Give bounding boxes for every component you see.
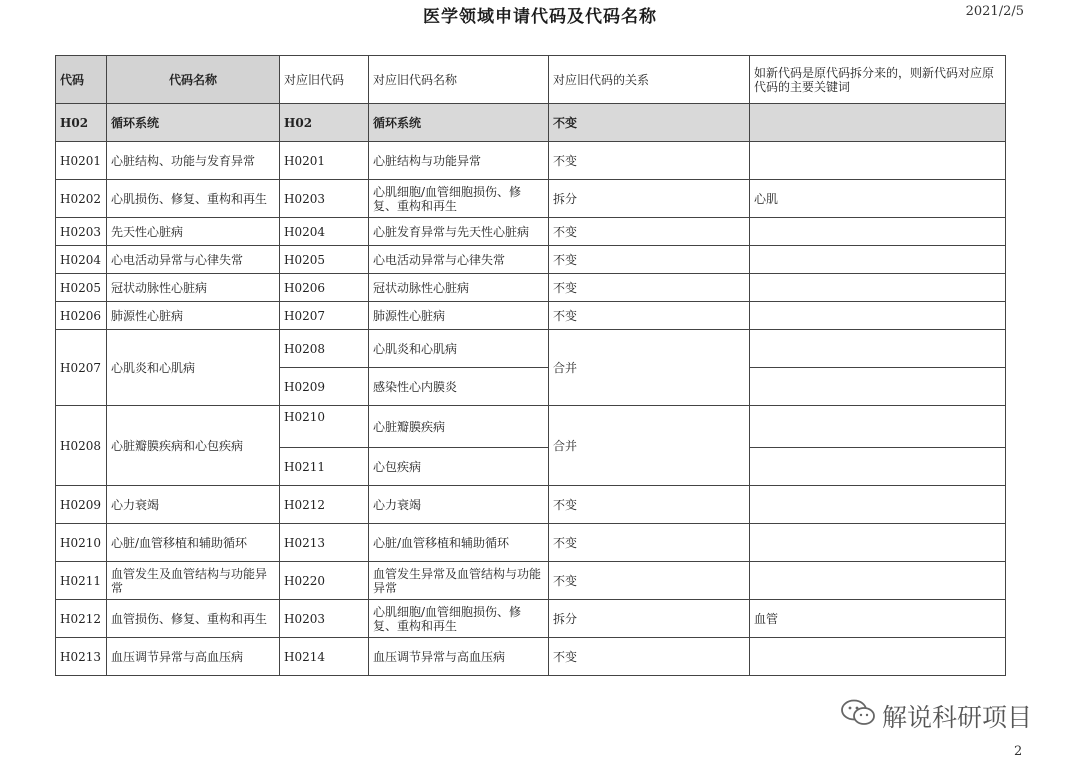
row-old-code: H0211 bbox=[280, 448, 369, 486]
table-row bbox=[56, 406, 1006, 448]
table-header-row bbox=[56, 56, 1006, 104]
row-old-name: 心脏发育异常与先天性心脏病 bbox=[369, 218, 549, 246]
row-relation: 不变 bbox=[549, 246, 750, 274]
row-code: H0202 bbox=[56, 180, 107, 218]
row-keyword: 心肌 bbox=[750, 180, 1006, 218]
watermark bbox=[840, 698, 1032, 734]
row-relation: 拆分 bbox=[549, 600, 750, 638]
row-name: 先天性心脏病 bbox=[107, 218, 280, 246]
row-keyword bbox=[750, 330, 1006, 368]
row-name: 冠状动脉性心脏病 bbox=[107, 274, 280, 302]
group-keyword bbox=[750, 104, 1006, 142]
row-old-name: 心脏/血管移植和辅助循环 bbox=[369, 524, 549, 562]
row-code: H0201 bbox=[56, 142, 107, 180]
row-relation: 不变 bbox=[549, 274, 750, 302]
row-old-code: H0214 bbox=[280, 638, 369, 676]
row-keyword bbox=[750, 218, 1006, 246]
group-relation: 不变 bbox=[549, 104, 750, 142]
row-old-code: H0212 bbox=[280, 486, 369, 524]
row-relation: 不变 bbox=[549, 142, 750, 180]
row-relation: 不变 bbox=[549, 562, 750, 600]
row-keyword bbox=[750, 562, 1006, 600]
row-old-name: 心脏结构与功能异常 bbox=[369, 142, 549, 180]
row-relation: 合并 bbox=[549, 406, 750, 486]
watermark-text: 解说科研项目 bbox=[882, 703, 1033, 732]
document-title: 医学领域申请代码及代码名称 bbox=[423, 7, 657, 27]
row-keyword bbox=[750, 638, 1006, 676]
row-code: H0212 bbox=[56, 600, 107, 638]
group-row bbox=[56, 104, 1006, 142]
row-old-code: H0205 bbox=[280, 246, 369, 274]
code-table bbox=[55, 55, 1006, 676]
row-relation: 不变 bbox=[549, 302, 750, 330]
row-old-code: H0210 bbox=[280, 406, 369, 448]
table-row bbox=[56, 274, 1006, 302]
table-row bbox=[56, 562, 1006, 600]
row-keyword bbox=[750, 274, 1006, 302]
page-number: 2 bbox=[1014, 744, 1023, 759]
row-name: 心电活动异常与心律失常 bbox=[107, 246, 280, 274]
row-keyword bbox=[750, 368, 1006, 406]
table-row bbox=[56, 330, 1006, 368]
row-code: H0213 bbox=[56, 638, 107, 676]
row-keyword bbox=[750, 142, 1006, 180]
row-old-name: 心肌炎和心肌病 bbox=[369, 330, 549, 368]
row-old-name: 心肌细胞/血管细胞损伤、修复、重构和再生 bbox=[369, 600, 549, 638]
row-keyword bbox=[750, 486, 1006, 524]
row-old-name: 心电活动异常与心律失常 bbox=[369, 246, 549, 274]
row-old-code: H0203 bbox=[280, 180, 369, 218]
table-row bbox=[56, 486, 1006, 524]
wechat-icon bbox=[840, 699, 882, 733]
row-name: 血管损伤、修复、重构和再生 bbox=[107, 600, 280, 638]
row-old-name: 冠状动脉性心脏病 bbox=[369, 274, 549, 302]
row-code: H0206 bbox=[56, 302, 107, 330]
row-keyword bbox=[750, 406, 1006, 448]
row-old-name: 心包疾病 bbox=[369, 448, 549, 486]
group-old-name: 循环系统 bbox=[369, 104, 549, 142]
row-name: 心肌炎和心肌病 bbox=[107, 330, 280, 406]
group-old-code: H02 bbox=[280, 104, 369, 142]
row-old-code: H0204 bbox=[280, 218, 369, 246]
row-keyword bbox=[750, 246, 1006, 274]
header-relation: 对应旧代码的关系 bbox=[549, 56, 750, 104]
row-old-name: 肺源性心脏病 bbox=[369, 302, 549, 330]
row-old-code: H0220 bbox=[280, 562, 369, 600]
row-relation: 不变 bbox=[549, 486, 750, 524]
row-relation: 不变 bbox=[549, 524, 750, 562]
row-old-name: 感染性心内膜炎 bbox=[369, 368, 549, 406]
row-name: 心肌损伤、修复、重构和再生 bbox=[107, 180, 280, 218]
row-keyword: 血管 bbox=[750, 600, 1006, 638]
row-code: H0204 bbox=[56, 246, 107, 274]
group-name: 循环系统 bbox=[107, 104, 280, 142]
table-row bbox=[56, 524, 1006, 562]
row-old-code: H0209 bbox=[280, 368, 369, 406]
row-name: 血压调节异常与高血压病 bbox=[107, 638, 280, 676]
row-old-code: H0201 bbox=[280, 142, 369, 180]
row-code: H0207 bbox=[56, 330, 107, 406]
row-name: 心脏/血管移植和辅助循环 bbox=[107, 524, 280, 562]
header-code: 代码 bbox=[56, 56, 107, 104]
table-row bbox=[56, 180, 1006, 218]
row-keyword bbox=[750, 302, 1006, 330]
row-relation: 拆分 bbox=[549, 180, 750, 218]
row-name: 肺源性心脏病 bbox=[107, 302, 280, 330]
row-code: H0209 bbox=[56, 486, 107, 524]
table-row bbox=[56, 302, 1006, 330]
row-old-code: H0213 bbox=[280, 524, 369, 562]
row-keyword bbox=[750, 448, 1006, 486]
row-old-code: H0207 bbox=[280, 302, 369, 330]
row-old-name: 心肌细胞/血管细胞损伤、修复、重构和再生 bbox=[369, 180, 549, 218]
header-name: 代码名称 bbox=[107, 56, 280, 104]
table-row bbox=[56, 600, 1006, 638]
row-name: 心脏结构、功能与发育异常 bbox=[107, 142, 280, 180]
row-code: H0203 bbox=[56, 218, 107, 246]
row-name: 心力衰竭 bbox=[107, 486, 280, 524]
row-relation: 不变 bbox=[549, 638, 750, 676]
row-keyword bbox=[750, 524, 1006, 562]
table-row bbox=[56, 246, 1006, 274]
group-code: H02 bbox=[56, 104, 107, 142]
header-keyword: 如新代码是原代码拆分来的，则新代码对应原代码的主要关键词 bbox=[750, 56, 1006, 104]
row-code: H0208 bbox=[56, 406, 107, 486]
row-relation: 不变 bbox=[549, 218, 750, 246]
row-old-name: 血压调节异常与高血压病 bbox=[369, 638, 549, 676]
row-code: H0210 bbox=[56, 524, 107, 562]
document-date: 2021/2/5 bbox=[965, 4, 1024, 19]
table-row bbox=[56, 142, 1006, 180]
table-row bbox=[56, 638, 1006, 676]
row-relation: 合并 bbox=[549, 330, 750, 406]
header-old-code: 对应旧代码 bbox=[280, 56, 369, 104]
row-old-code: H0206 bbox=[280, 274, 369, 302]
row-old-name: 心力衰竭 bbox=[369, 486, 549, 524]
header-old-name: 对应旧代码名称 bbox=[369, 56, 549, 104]
row-old-code: H0208 bbox=[280, 330, 369, 368]
row-old-name: 心脏瓣膜疾病 bbox=[369, 406, 549, 448]
row-code: H0211 bbox=[56, 562, 107, 600]
row-name: 心脏瓣膜疾病和心包疾病 bbox=[107, 406, 280, 486]
row-old-name: 血管发生异常及血管结构与功能异常 bbox=[369, 562, 549, 600]
row-code: H0205 bbox=[56, 274, 107, 302]
row-name: 血管发生及血管结构与功能异常 bbox=[107, 562, 280, 600]
table-row bbox=[56, 218, 1006, 246]
row-old-code: H0203 bbox=[280, 600, 369, 638]
